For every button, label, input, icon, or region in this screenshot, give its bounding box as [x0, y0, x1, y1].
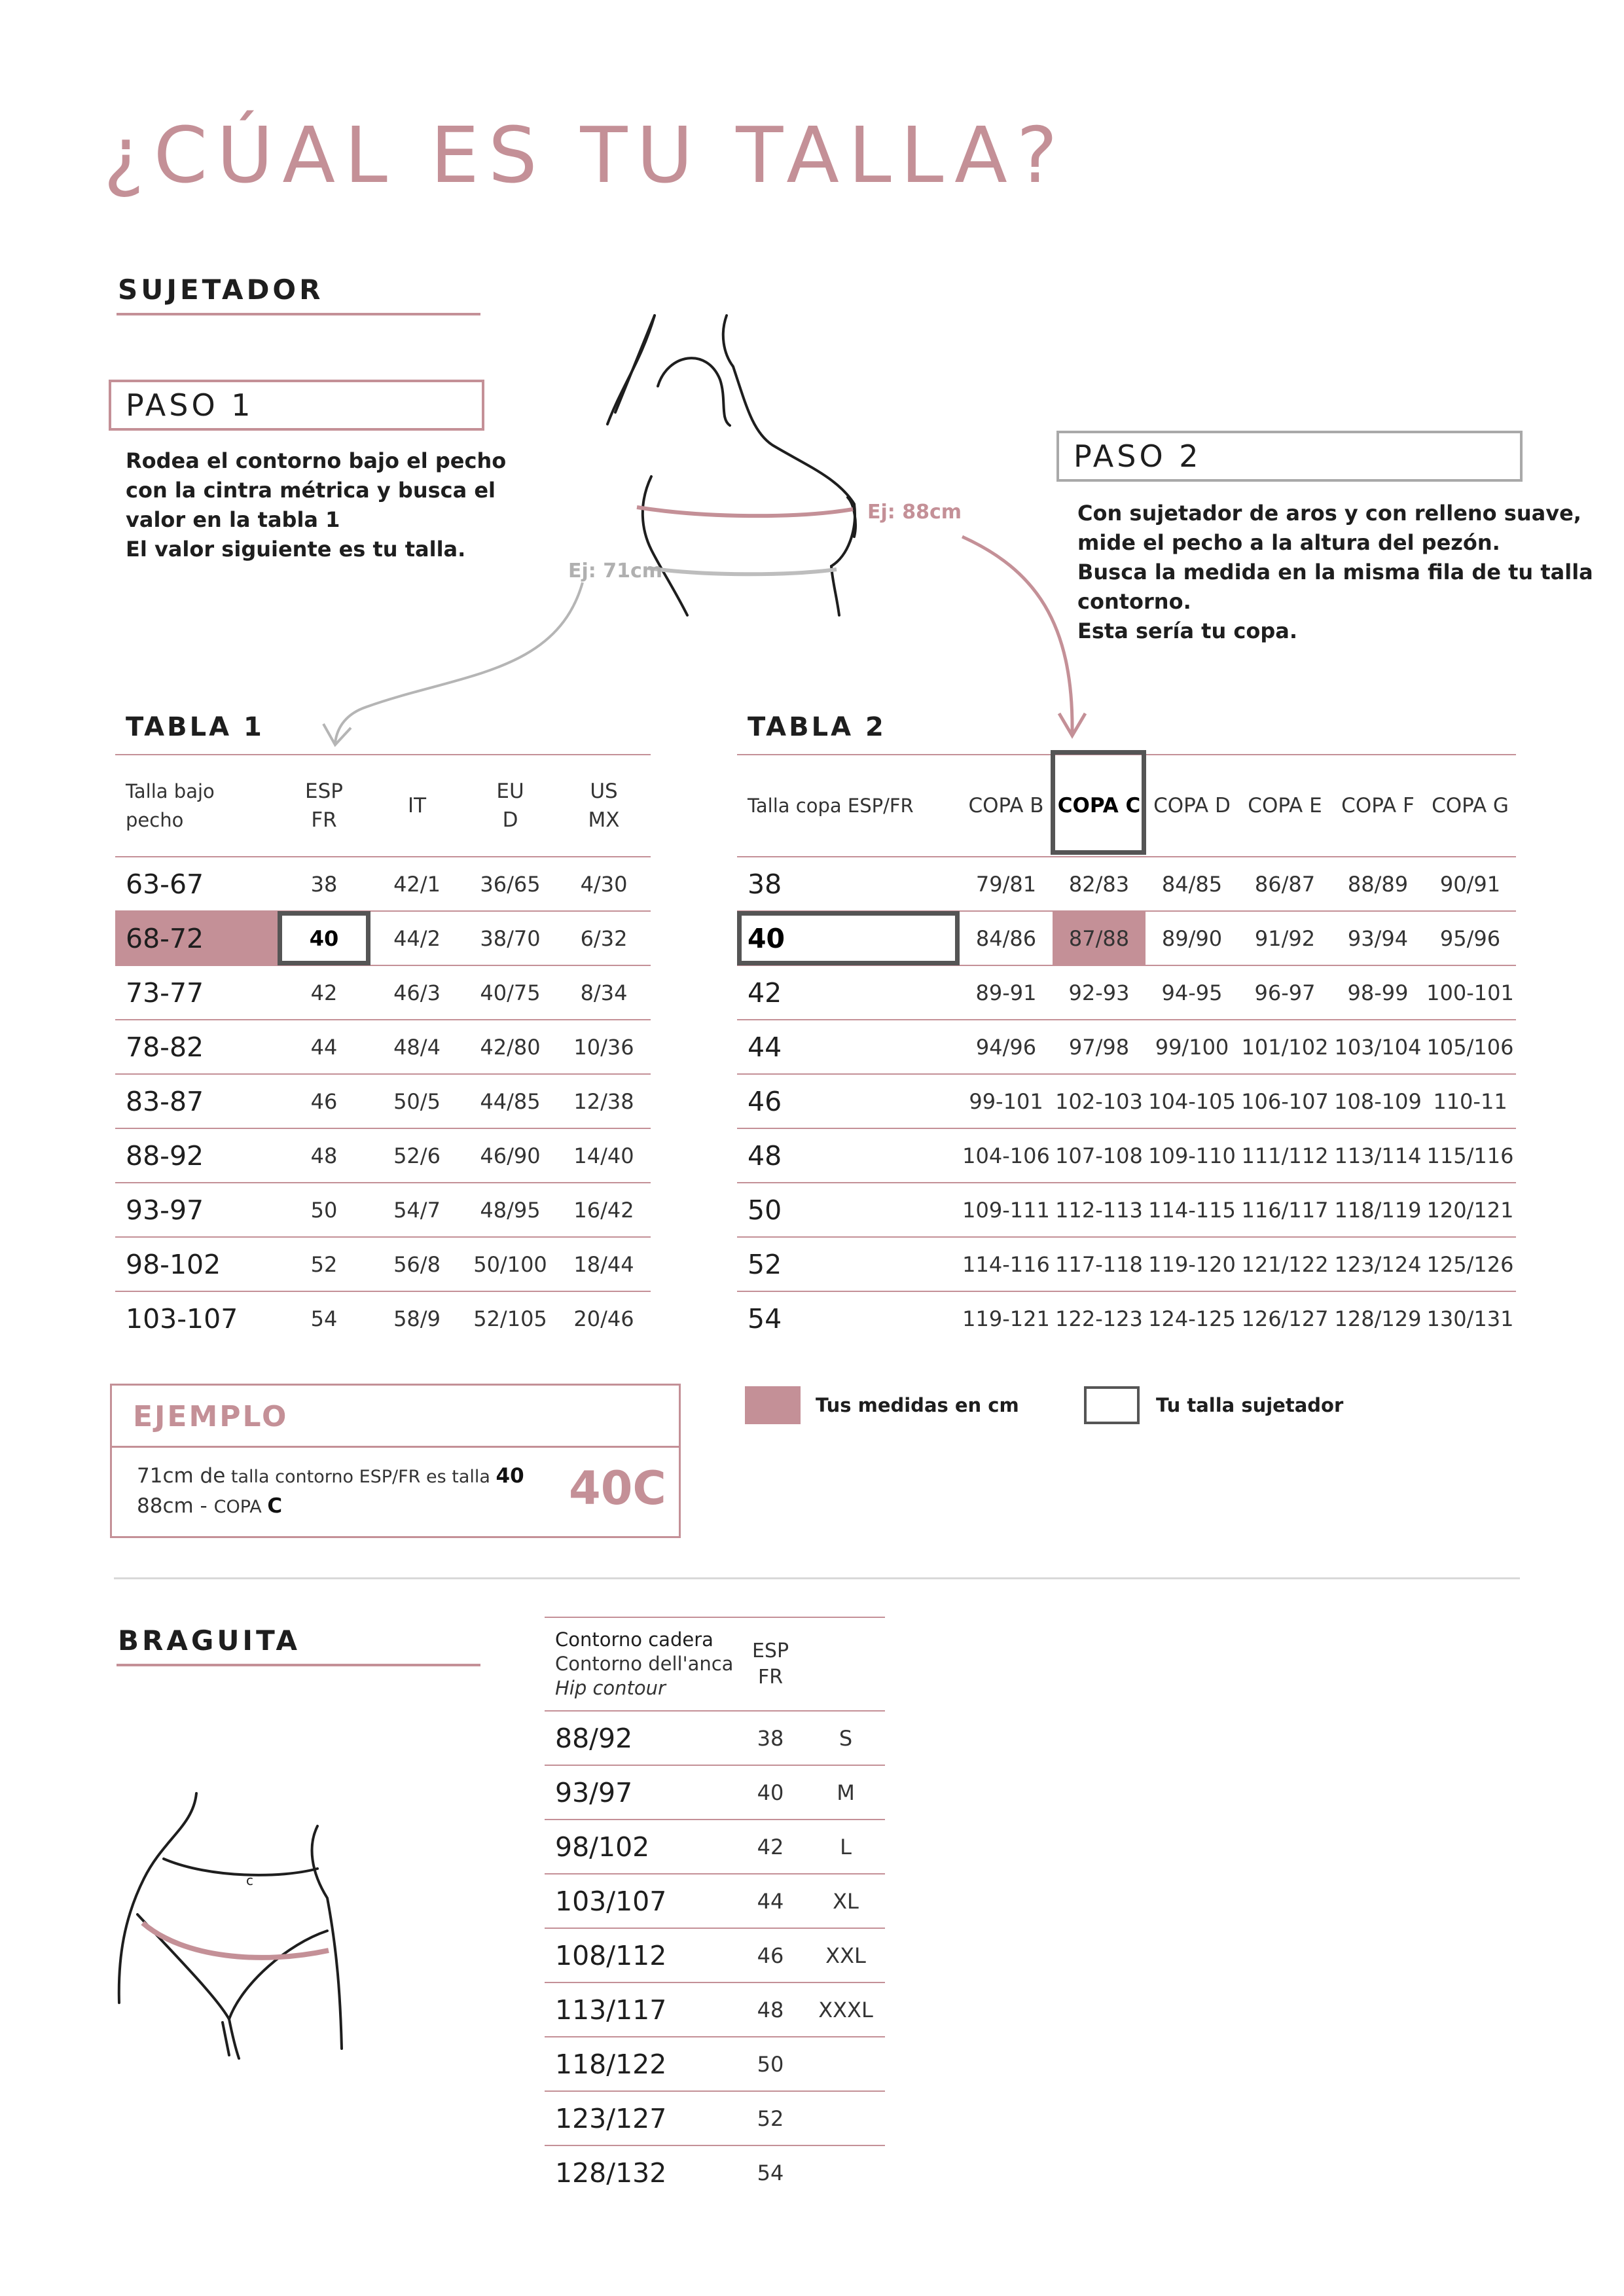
hip-header-it: Contorno dell'anca: [555, 1653, 734, 1675]
table2-cup-cell: 108-109: [1331, 1074, 1424, 1128]
briefs-hip-cell: 118/122: [545, 2037, 734, 2091]
table2-row: [737, 965, 1516, 1020]
briefs-section-title: BRAGUITA: [118, 1624, 300, 1657]
table2-size-cell: 52: [737, 1237, 960, 1291]
briefs-esp-cell: 48: [734, 1982, 806, 2037]
table2-cup-cell: 94-95: [1146, 965, 1238, 1020]
table2-row: [737, 1020, 1516, 1074]
table1-header-cell: EU D: [463, 755, 557, 857]
table2-cup-cell: 102-103: [1053, 1074, 1146, 1128]
arrow-to-table2: [956, 524, 1100, 746]
table2-size-cell: 38: [737, 857, 960, 911]
table1-title: TABLA 1: [126, 712, 264, 742]
table1-size-cell: 52: [278, 1237, 370, 1291]
table2-cup-cell: 87/88: [1053, 911, 1146, 965]
table1-row: [115, 1128, 651, 1183]
table1-size-cell: 40: [278, 911, 370, 965]
table2-row: [737, 1183, 1516, 1237]
briefs-hip-cell: 88/92: [545, 1711, 734, 1765]
selected-cup-frame: [1051, 750, 1146, 855]
briefs-header-row: [545, 1617, 885, 1711]
table2-cup-cell: 107-108: [1053, 1128, 1146, 1183]
example-line-1: [137, 1464, 524, 1488]
table1-body: [115, 857, 651, 1346]
table2-header-cell: COPA G: [1424, 755, 1516, 857]
table2-row: [737, 911, 1516, 965]
table1-size-cell: 10/36: [557, 1020, 651, 1074]
hips-illustration: [111, 1787, 347, 2062]
step1-line: con la cintra métrica y busca el: [126, 478, 496, 503]
table2-row: [737, 1291, 1516, 1346]
table1-size-cell: 46/3: [370, 965, 463, 1020]
briefs-row: [545, 1874, 885, 1928]
table1-size-cell: 18/44: [557, 1237, 651, 1291]
table1-size-cell: 16/42: [557, 1183, 651, 1237]
table2-cup-cell: 99/100: [1146, 1020, 1238, 1074]
table2-size-cell: 48: [737, 1128, 960, 1183]
example-title: EJEMPLO: [133, 1400, 289, 1433]
table2-header-cell: COPA D: [1146, 755, 1238, 857]
table2-cup-cell: 86/87: [1238, 857, 1331, 911]
briefs-row: [545, 1928, 885, 1982]
table1-size-cell: 52/6: [370, 1128, 463, 1183]
table2-row: [737, 857, 1516, 911]
table1-row: [115, 1074, 651, 1128]
table1-row: [115, 1237, 651, 1291]
table2-cup-cell: 111/112: [1238, 1128, 1331, 1183]
briefs-letter-cell: [806, 2037, 885, 2091]
table2-cup-cell: 114-116: [960, 1237, 1053, 1291]
table2-size-cell: 54: [748, 1303, 782, 1335]
table1: [115, 754, 651, 1346]
table1-header-cell: ESP FR: [278, 755, 370, 857]
table2-size-cell: 44: [737, 1020, 960, 1074]
briefs-esp-cell: 52: [734, 2091, 806, 2145]
briefs-letter-cell: L: [806, 1820, 885, 1874]
example-cm-bust: 88cm -: [137, 1494, 214, 1518]
hip-header-en: Hip contour: [555, 1677, 666, 1699]
step1-label: PASO 1: [126, 387, 254, 423]
table2-title: TABLA 2: [748, 712, 886, 742]
table1-underbust-cell: 103-107: [126, 1303, 238, 1335]
table2-cup-cell: 125/126: [1424, 1237, 1516, 1291]
briefs-letter-cell: [806, 2145, 885, 2200]
briefs-letter-cell: M: [806, 1765, 885, 1820]
table1-size-cell: 6/32: [557, 911, 651, 965]
table2-cup-cell: 105/106: [1424, 1020, 1516, 1074]
briefs-row: [545, 2037, 885, 2091]
table2-body: [737, 857, 1516, 1346]
briefs-hip-cell: 123/127: [545, 2091, 734, 2145]
table1-underbust-cell: 73-77: [115, 965, 278, 1020]
table1-row: [115, 1291, 651, 1346]
bra-section-underline: [117, 313, 480, 315]
table2-cup-cell: 101/102: [1238, 1020, 1331, 1074]
table1-size-cell: 50/5: [370, 1074, 463, 1128]
table1-header-cell: US MX: [557, 755, 651, 857]
briefs-row: [545, 1765, 885, 1820]
table2-header-cell: COPA E: [1238, 755, 1331, 857]
briefs-header-hip: [545, 1617, 734, 1711]
table1-size-cell: 58/9: [393, 1306, 441, 1331]
briefs-letter-cell: XXXL: [806, 1982, 885, 2037]
bust-measure-label: Ej: 88cm: [867, 501, 962, 524]
table1-row: [115, 1183, 651, 1237]
table2-cup-cell: 97/98: [1053, 1020, 1146, 1074]
briefs-hip-cell: 128/132: [555, 2157, 667, 2189]
briefs-row: [545, 1982, 885, 2037]
table1-size-cell: 52/105: [473, 1306, 547, 1331]
table1-header-cell: Talla bajo pecho: [115, 755, 278, 857]
table1-header-cell: IT: [370, 755, 463, 857]
table2-row: [737, 1237, 1516, 1291]
table2-cup-cell: 113/114: [1331, 1128, 1424, 1183]
table2-cup-cell: 89/90: [1146, 911, 1238, 965]
step2-line: Esta sería tu copa.: [1077, 619, 1297, 643]
table2-cup-cell: 119-121: [962, 1306, 1050, 1331]
table2-cup-cell: 118/119: [1331, 1183, 1424, 1237]
briefs-header-letter: [806, 1617, 885, 1711]
table1-size-cell: 46/90: [463, 1128, 557, 1183]
table1-size-cell: 44/2: [370, 911, 463, 965]
table2-header-cell: COPA C: [1053, 755, 1146, 857]
table2-cup-cell: 114-115: [1146, 1183, 1238, 1237]
table2-cup-cell: 82/83: [1053, 857, 1146, 911]
step1-line: Rodea el contorno bajo el pecho: [126, 448, 507, 473]
table1-size-cell: 54/7: [370, 1183, 463, 1237]
table2-cup-cell: 119-120: [1146, 1237, 1238, 1291]
arrow-to-table1: [314, 576, 641, 753]
table2-cup-cell: 93/94: [1331, 911, 1424, 965]
table1-size-cell: 14/40: [557, 1128, 651, 1183]
table1-size-cell: 42/80: [463, 1020, 557, 1074]
table1-size-cell: 38: [278, 857, 370, 911]
legend-size-text: Tu talla sujetador: [1156, 1394, 1344, 1416]
table2-cup-cell: 121/122: [1238, 1237, 1331, 1291]
table2-cup-cell: 104-106: [960, 1128, 1053, 1183]
step1-text: [126, 446, 506, 564]
table1-size-cell: 54: [310, 1306, 338, 1331]
table2-cup-cell: 109-111: [960, 1183, 1053, 1237]
table2-header-cell: Talla copa ESP/FR: [737, 755, 960, 857]
table1-row: [115, 911, 651, 965]
legend-size-swatch: [1084, 1386, 1140, 1424]
table2-cup-cell: 84/86: [960, 911, 1053, 965]
briefs-hip-cell: 108/112: [545, 1928, 734, 1982]
briefs-esp-cell: 42: [734, 1820, 806, 1874]
table1-size-cell: 4/30: [557, 857, 651, 911]
table2-cup-cell: 96-97: [1238, 965, 1331, 1020]
example-cup-text: COPA: [213, 1497, 268, 1517]
briefs-letter-cell: XL: [806, 1874, 885, 1928]
table2-cup-cell: 120/121: [1424, 1183, 1516, 1237]
briefs-section-underline: [117, 1664, 480, 1666]
table1-size-cell: 48/4: [370, 1020, 463, 1074]
table2-cup-cell: 88/89: [1331, 857, 1424, 911]
table2-size-cell: 40: [737, 911, 960, 965]
table2-cup-cell: 112-113: [1053, 1183, 1146, 1237]
example-cup-value: C: [267, 1494, 283, 1518]
table1-size-cell: 48/95: [463, 1183, 557, 1237]
example-cm-value: 71cm de: [137, 1464, 226, 1488]
hip-header-es: Contorno cadera: [555, 1628, 713, 1651]
step2-label: PASO 2: [1074, 439, 1202, 474]
table1-underbust-cell: 68-72: [115, 911, 278, 965]
table1-size-cell: 44/85: [463, 1074, 557, 1128]
briefs-letter-cell: XXL: [806, 1928, 885, 1982]
example-line-2: [137, 1494, 282, 1518]
briefs-header-esp: ESP FR: [734, 1617, 806, 1711]
table2-cup-cell: 106-107: [1238, 1074, 1331, 1128]
briefs-letter-cell: S: [806, 1711, 885, 1765]
briefs-row: [545, 2091, 885, 2145]
briefs-hip-cell: 93/97: [545, 1765, 734, 1820]
example-divider: [112, 1446, 679, 1448]
briefs-esp-cell: 40: [734, 1765, 806, 1820]
briefs-letter-cell: [806, 2091, 885, 2145]
table2-cup-cell: 103/104: [1331, 1020, 1424, 1074]
table2-cup-cell: 84/85: [1146, 857, 1238, 911]
table2-cup-cell: 99-101: [960, 1074, 1053, 1128]
briefs-row: [545, 1820, 885, 1874]
step2-line: Con sujetador de aros y con relleno suave,: [1077, 501, 1581, 526]
table2-cup-cell: 100-101: [1424, 965, 1516, 1020]
table2-cup-cell: 91/92: [1238, 911, 1331, 965]
underbust-measure-label: Ej: 71cm: [568, 560, 663, 583]
table1-underbust-cell: 78-82: [115, 1020, 278, 1074]
table2-header-cell: COPA F: [1331, 755, 1424, 857]
step2-line: Busca la medida en la misma fila de tu talla: [1077, 560, 1593, 584]
table2-cup-cell: 110-11: [1424, 1074, 1516, 1128]
table2-cup-cell: 79/81: [960, 857, 1053, 911]
table2-cup-cell: 126/127: [1241, 1306, 1329, 1331]
briefs-hip-cell: 113/117: [545, 1982, 734, 2037]
table2-cup-cell: 98-99: [1331, 965, 1424, 1020]
table1-row: [115, 1020, 651, 1074]
table2-cup-cell: 128/129: [1334, 1306, 1422, 1331]
table2-cup-cell: 115/116: [1424, 1128, 1516, 1183]
briefs-hip-cell: 103/107: [545, 1874, 734, 1928]
table1-underbust-cell: 88-92: [115, 1128, 278, 1183]
briefs-table: [545, 1617, 885, 2200]
page-title: ¿CÚAL ES TU TALLA?: [103, 110, 1067, 200]
briefs-hip-cell: 98/102: [545, 1820, 734, 1874]
table1-size-cell: 12/38: [557, 1074, 651, 1128]
table2-cup-cell: 92-93: [1053, 965, 1146, 1020]
step1-box: [109, 380, 484, 431]
table1-header-row: [115, 755, 651, 857]
table1-size-cell: 50: [278, 1183, 370, 1237]
example-size-value: 40: [496, 1464, 524, 1488]
briefs-esp-cell: 54: [757, 2161, 784, 2185]
table1-underbust-cell: 63-67: [115, 857, 278, 911]
step1-line: valor en la tabla 1: [126, 507, 340, 532]
table2-header-cell: COPA B: [960, 755, 1053, 857]
table1-size-cell: 20/46: [573, 1306, 634, 1331]
table2-cup-cell: 116/117: [1238, 1183, 1331, 1237]
table1-row: [115, 965, 651, 1020]
navel-mark: c: [246, 1873, 253, 1888]
bra-section-title: SUJETADOR: [118, 274, 324, 306]
briefs-esp-cell: 44: [734, 1874, 806, 1928]
section-divider: [114, 1577, 1520, 1579]
table1-size-cell: 38/70: [463, 911, 557, 965]
table1-size-cell: 56/8: [370, 1237, 463, 1291]
briefs-esp-cell: 50: [734, 2037, 806, 2091]
step2-line: mide el pecho a la altura del pezón.: [1077, 530, 1500, 555]
table2-size-cell: 42: [737, 965, 960, 1020]
table2-size-cell: 50: [737, 1183, 960, 1237]
step2-box: [1056, 431, 1523, 482]
table2-cup-cell: 95/96: [1424, 911, 1516, 965]
briefs-esp-cell: 46: [734, 1928, 806, 1982]
table1-underbust-cell: 83-87: [115, 1074, 278, 1128]
table1-size-cell: 46: [278, 1074, 370, 1128]
table1-size-cell: 44: [278, 1020, 370, 1074]
table2-cup-cell: 94/96: [960, 1020, 1053, 1074]
table2-row: [737, 1128, 1516, 1183]
legend-measures-swatch: [745, 1386, 801, 1424]
table1-size-cell: 8/34: [557, 965, 651, 1020]
briefs-body: [545, 1711, 885, 2200]
table2-cup-cell: 123/124: [1331, 1237, 1424, 1291]
table1-underbust-cell: 98-102: [115, 1237, 278, 1291]
table1-size-cell: 42: [278, 965, 370, 1020]
table2-cup-cell: 117-118: [1053, 1237, 1146, 1291]
briefs-esp-cell: 38: [734, 1711, 806, 1765]
step2-text: [1077, 499, 1593, 646]
table2-size-cell: 46: [737, 1074, 960, 1128]
table2-cup-cell: 124-125: [1148, 1306, 1236, 1331]
table2-row: [737, 1074, 1516, 1128]
table2-cup-cell: 122-123: [1055, 1306, 1143, 1331]
table1-size-cell: 42/1: [370, 857, 463, 911]
step1-line: El valor siguiente es tu talla.: [126, 537, 466, 562]
table2-cup-cell: 130/131: [1426, 1306, 1514, 1331]
table1-size-cell: 48: [278, 1128, 370, 1183]
table2-cup-cell: 89-91: [960, 965, 1053, 1020]
table1-size-cell: 40/75: [463, 965, 557, 1020]
example-box: [110, 1384, 681, 1538]
table2-cup-cell: 109-110: [1146, 1128, 1238, 1183]
example-result: 40C: [569, 1462, 666, 1515]
briefs-row: [545, 1711, 885, 1765]
legend-measures-text: Tus medidas en cm: [816, 1394, 1019, 1416]
table1-size-cell: 36/65: [463, 857, 557, 911]
example-line-1-text: talla contorno ESP/FR es talla: [225, 1467, 496, 1487]
table2-cup-cell: 104-105: [1146, 1074, 1238, 1128]
table1-underbust-cell: 93-97: [115, 1183, 278, 1237]
step2-line: contorno.: [1077, 589, 1191, 614]
briefs-row: [545, 2145, 885, 2200]
table2-cup-cell: 90/91: [1424, 857, 1516, 911]
table1-size-cell: 50/100: [463, 1237, 557, 1291]
table1-row: [115, 857, 651, 911]
